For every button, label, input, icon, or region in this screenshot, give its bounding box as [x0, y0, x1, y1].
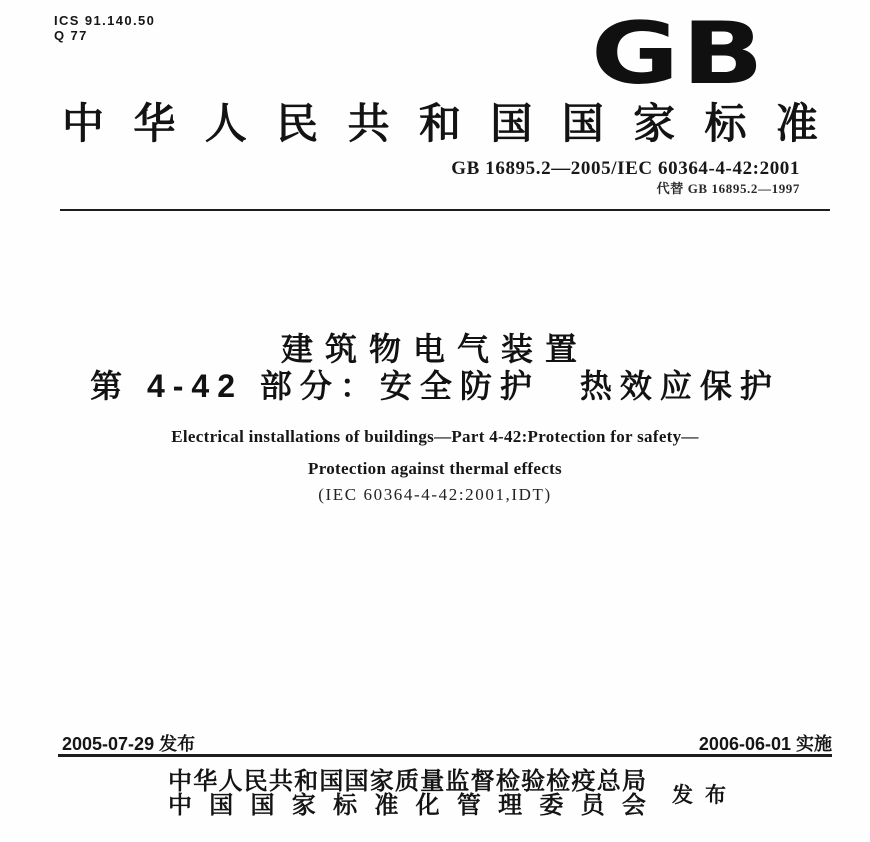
publish-label: 发布: [672, 783, 738, 807]
gb-logo: GB: [591, 4, 767, 104]
national-standard-heading: 中 华 人 民 共 和 国 国 家 标 准: [62, 102, 818, 148]
document-title-chinese: [0, 331, 870, 404]
implementation-date: 2006-06-01 实施: [698, 734, 832, 754]
standard-number-block: [451, 158, 800, 196]
header-divider-rule: [60, 209, 830, 211]
title-zh-line2: 第 4-42 部分：安全防护 热效应保护: [90, 368, 780, 404]
date-row: [62, 734, 832, 754]
standard-number: GB 16895.2—2005/IEC 60364-4-42:2001: [451, 158, 800, 179]
ics-code: ICS 91.140.50: [54, 13, 156, 28]
publisher-line2: 中 国 国 家 标 准 化 管 理 委 员 会: [168, 793, 646, 819]
title-zh-line1: 建筑物电气装置: [280, 331, 589, 367]
footer-divider-rule: [58, 754, 832, 757]
title-en-line2: Protection against thermal effects: [308, 459, 562, 478]
replaces-note: 代替 GB 16895.2—1997: [656, 181, 800, 196]
idt-equivalence-note: (IEC 60364-4-42:2001,IDT): [318, 485, 552, 504]
publisher-names: [168, 770, 646, 818]
title-en-line1: Electrical installations of buildings—Part 4-42:Protection for safety—: [171, 427, 699, 446]
china-class-code: Q 77: [54, 28, 88, 43]
ics-classification-block: [54, 13, 155, 43]
publisher-line1: 中 华 人 民 共 和 国 国 家 质 量 监 督 检 验 检 疫 总 局: [168, 769, 646, 795]
issue-date: 2005-07-29 发布: [62, 734, 196, 754]
publisher-block: [168, 770, 738, 818]
document-title-english: [0, 421, 870, 485]
